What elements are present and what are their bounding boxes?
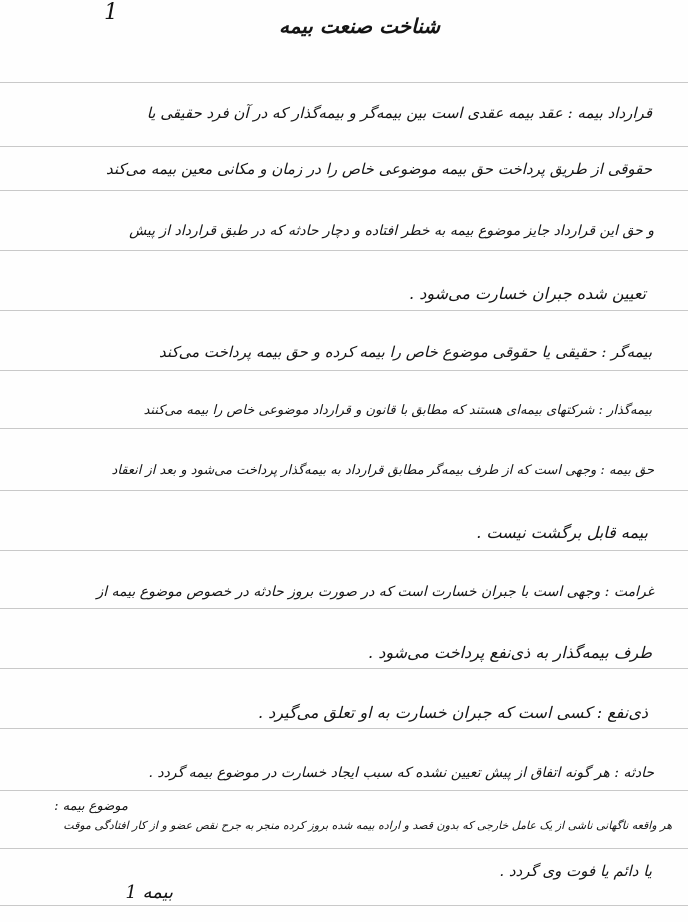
ruled-line <box>0 668 688 669</box>
handwritten-line: تعیین شده جبران خسارت می‌شود . <box>409 284 646 303</box>
handwritten-line: بیمه‌گذار : شرکتهای بیمه‌ای هستند که مطابق با قانون و قرارداد موضوعی خاص را بیمه می‌کنند <box>143 403 652 418</box>
handwritten-line: حقوقی از طریق پرداخت حق بیمه موضوعی خاص را در زمان و مکانی معین بیمه می‌کند <box>105 160 652 178</box>
page-title: شناخت صنعت بیمه <box>278 14 440 38</box>
ruled-line <box>0 250 688 251</box>
handwritten-line: قرارداد بیمه : عقد بیمه عقدی است بین بیمه‌گر و بیمه‌گذار که در آن فرد حقیقی یا <box>146 104 652 122</box>
ruled-line <box>0 728 688 729</box>
handwritten-line: غرامت : وجهی است با جبران خسارت است که در صورت بروز حادثه در خصوص موضوع بیمه از <box>96 584 654 600</box>
handwritten-line: هر واقعه ناگهانی ناشی از یک عامل خارجی که بدون قصد و اراده بیمه شده بروز کرده منجر به جرح نقص عضو و از کار افتادگی موقت <box>63 819 672 832</box>
ruled-line <box>0 370 688 371</box>
ruled-line <box>0 490 688 491</box>
ruled-line <box>0 550 688 551</box>
page-number-mark: 1 <box>104 0 118 25</box>
ruled-line <box>0 428 688 429</box>
ruled-line <box>0 905 688 906</box>
section-label: موضوع بیمه : <box>54 799 128 814</box>
handwritten-line: طرف بیمه‌گذار به ذی‌نفع پرداخت می‌شود . <box>368 643 652 662</box>
ruled-line <box>0 190 688 191</box>
ruled-line <box>0 848 688 849</box>
ruled-line <box>0 790 688 791</box>
ruled-line <box>0 146 688 147</box>
handwritten-line: یا دائم یا فوت وی گردد . <box>499 862 652 880</box>
handwritten-line: ذی‌نفع : کسی است که جبران خسارت به او تعلق می‌گیرد . <box>257 703 648 722</box>
handwritten-line: حادثه : هر گونه اتفاق از پیش تعیین نشده که سبب ایجاد خسارت در موضوع بیمه گردد . <box>148 765 654 781</box>
handwritten-line: بیمه‌گر : حقیقی یا حقوقی موضوع خاص را بیمه کرده و حق بیمه پرداخت می‌کند <box>159 343 652 361</box>
handwritten-line: و حق این قرارداد جایز موضوع بیمه به خطر افتاده و دچار حادثه که در طبق قرارداد از پیش <box>129 223 654 239</box>
ruled-line <box>0 310 688 311</box>
handwritten-line: حق بیمه : وجهی است که از طرف بیمه‌گر مطابق قرارداد به بیمه‌گذار پرداخت می‌شود و بعد از انعقاد <box>111 463 654 478</box>
footer-note: بیمه 1 <box>125 882 173 903</box>
ruled-line <box>0 82 688 83</box>
handwritten-line: بیمه قابل برگشت نیست . <box>476 523 648 542</box>
ruled-line <box>0 608 688 609</box>
